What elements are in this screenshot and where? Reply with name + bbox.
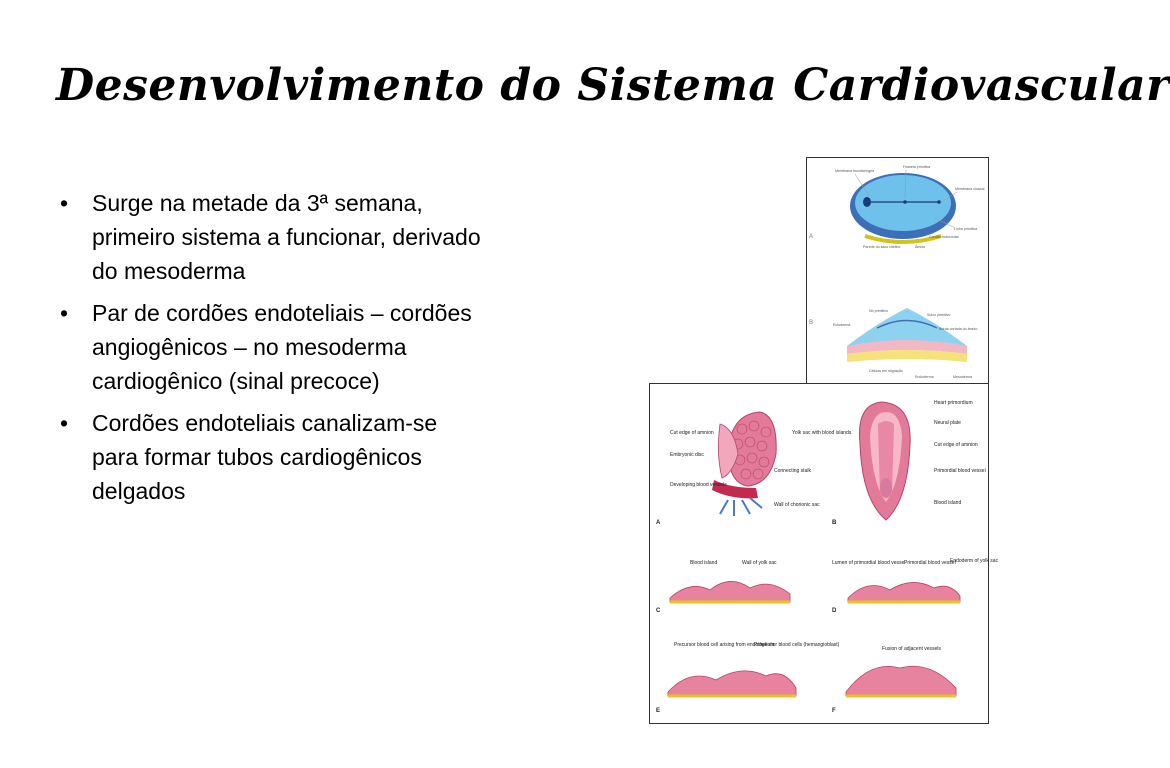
label-a-yolk-sac: Yolk sac with blood islands <box>792 430 852 436</box>
embryo-disc-figure <box>806 157 989 385</box>
slide-title: Desenvolvimento do Sistema Cardiovascular <box>56 60 1170 111</box>
bullet-item <box>56 406 486 508</box>
bullet-text: Surge na metade da 3ª semana, primeiro sistema a funcionar, derivado do mesoderma <box>92 190 481 284</box>
panel-f-letter: F <box>832 708 836 714</box>
bullet-item <box>56 296 486 398</box>
label-a-2: Fosseta primitiva <box>903 165 931 169</box>
panel-b-letter: B <box>832 520 837 526</box>
bullet-text: Cordões endoteliais canalizam-se para formar tubos cardiogênicos delgados <box>92 410 438 504</box>
label-c-blood-island: Blood island <box>690 560 718 566</box>
panel-a-yolk-sac <box>712 412 776 516</box>
panel-d-letter: D <box>832 608 837 614</box>
label-b-cut-edge: Cut edge of amnion <box>934 442 978 448</box>
label-a-5: Cordão notocordal <box>929 235 959 239</box>
label-b-1: Nó primitivo <box>869 309 888 313</box>
panel-b-embryo <box>859 402 910 520</box>
label-a-embryonic-disc: Embryonic disc <box>670 452 704 458</box>
panel-a-letter: A <box>809 234 814 240</box>
label-a-developing-vessels: Developing blood vessels <box>670 482 727 488</box>
label-e-precursor: Precursor blood cell arising from endothelium <box>674 642 775 648</box>
label-b-6: Células em migração <box>869 369 903 373</box>
label-a-connecting-stalk: Connecting stalk <box>774 468 811 474</box>
panel-e-letter: E <box>656 708 661 714</box>
label-e-progenitor: Progenitor blood cells (hemangioblast) <box>754 642 840 648</box>
panel-b-letter: B <box>809 320 814 326</box>
panel-a-diagram <box>850 170 957 242</box>
panel-c-letter: C <box>656 608 661 614</box>
label-b-7: Endoderma <box>915 375 934 379</box>
bullet-dot: • <box>60 300 69 326</box>
label-b-neural-plate: Neural plate <box>934 420 961 426</box>
panel-e-section <box>668 671 796 696</box>
label-b-3: Sulco primitivo <box>927 313 951 317</box>
label-a-wall-chorionic: Wall of chorionic sac <box>774 502 820 508</box>
label-b-4: Borda cortada do âmnio <box>939 327 978 331</box>
panel-d-section <box>848 582 960 602</box>
label-a-6: Parede do saco vitelino <box>863 245 901 249</box>
label-b-2: Ectoderma <box>833 323 851 327</box>
bullet-item <box>56 186 486 288</box>
label-f-fusion: Fusion of adjacent vessels <box>882 646 941 652</box>
label-d-primordial: Primordial blood vessel <box>904 560 956 566</box>
panel-c-section <box>670 581 790 602</box>
label-c-wall-yolk: Wall of yolk sac <box>742 560 777 566</box>
panel-f-section <box>846 666 956 696</box>
bullet-list <box>56 186 486 516</box>
label-a-3: Membrana cloacal <box>955 187 985 191</box>
label-a-4: Linha primitiva <box>954 227 978 231</box>
label-a-1: Membrana bucofaríngea <box>835 169 875 173</box>
label-d-lumen: Lumen of primordial blood vessel <box>832 560 906 566</box>
label-b-5: Mesoderma <box>953 375 972 379</box>
bullet-dot: • <box>60 410 69 436</box>
label-a-cut-edge: Cut edge of amnion <box>670 430 714 436</box>
label-d-endoderm: Endoderm of yolk sac <box>950 558 999 564</box>
label-b-blood-island: Blood island <box>934 500 962 506</box>
panel-a-letter: A <box>656 520 661 526</box>
label-b-primordial-vessel: Primordial blood vessel <box>934 468 986 474</box>
angiogenesis-figure <box>649 383 999 724</box>
bullet-text: Par de cordões endoteliais – cordões angiogênicos – no mesoderma cardiogênico (sinal precoce) <box>92 300 472 394</box>
label-a-7: Âmnio <box>915 245 926 249</box>
bullet-dot: • <box>60 190 69 216</box>
label-b-heart: Heart primordium <box>934 400 973 406</box>
